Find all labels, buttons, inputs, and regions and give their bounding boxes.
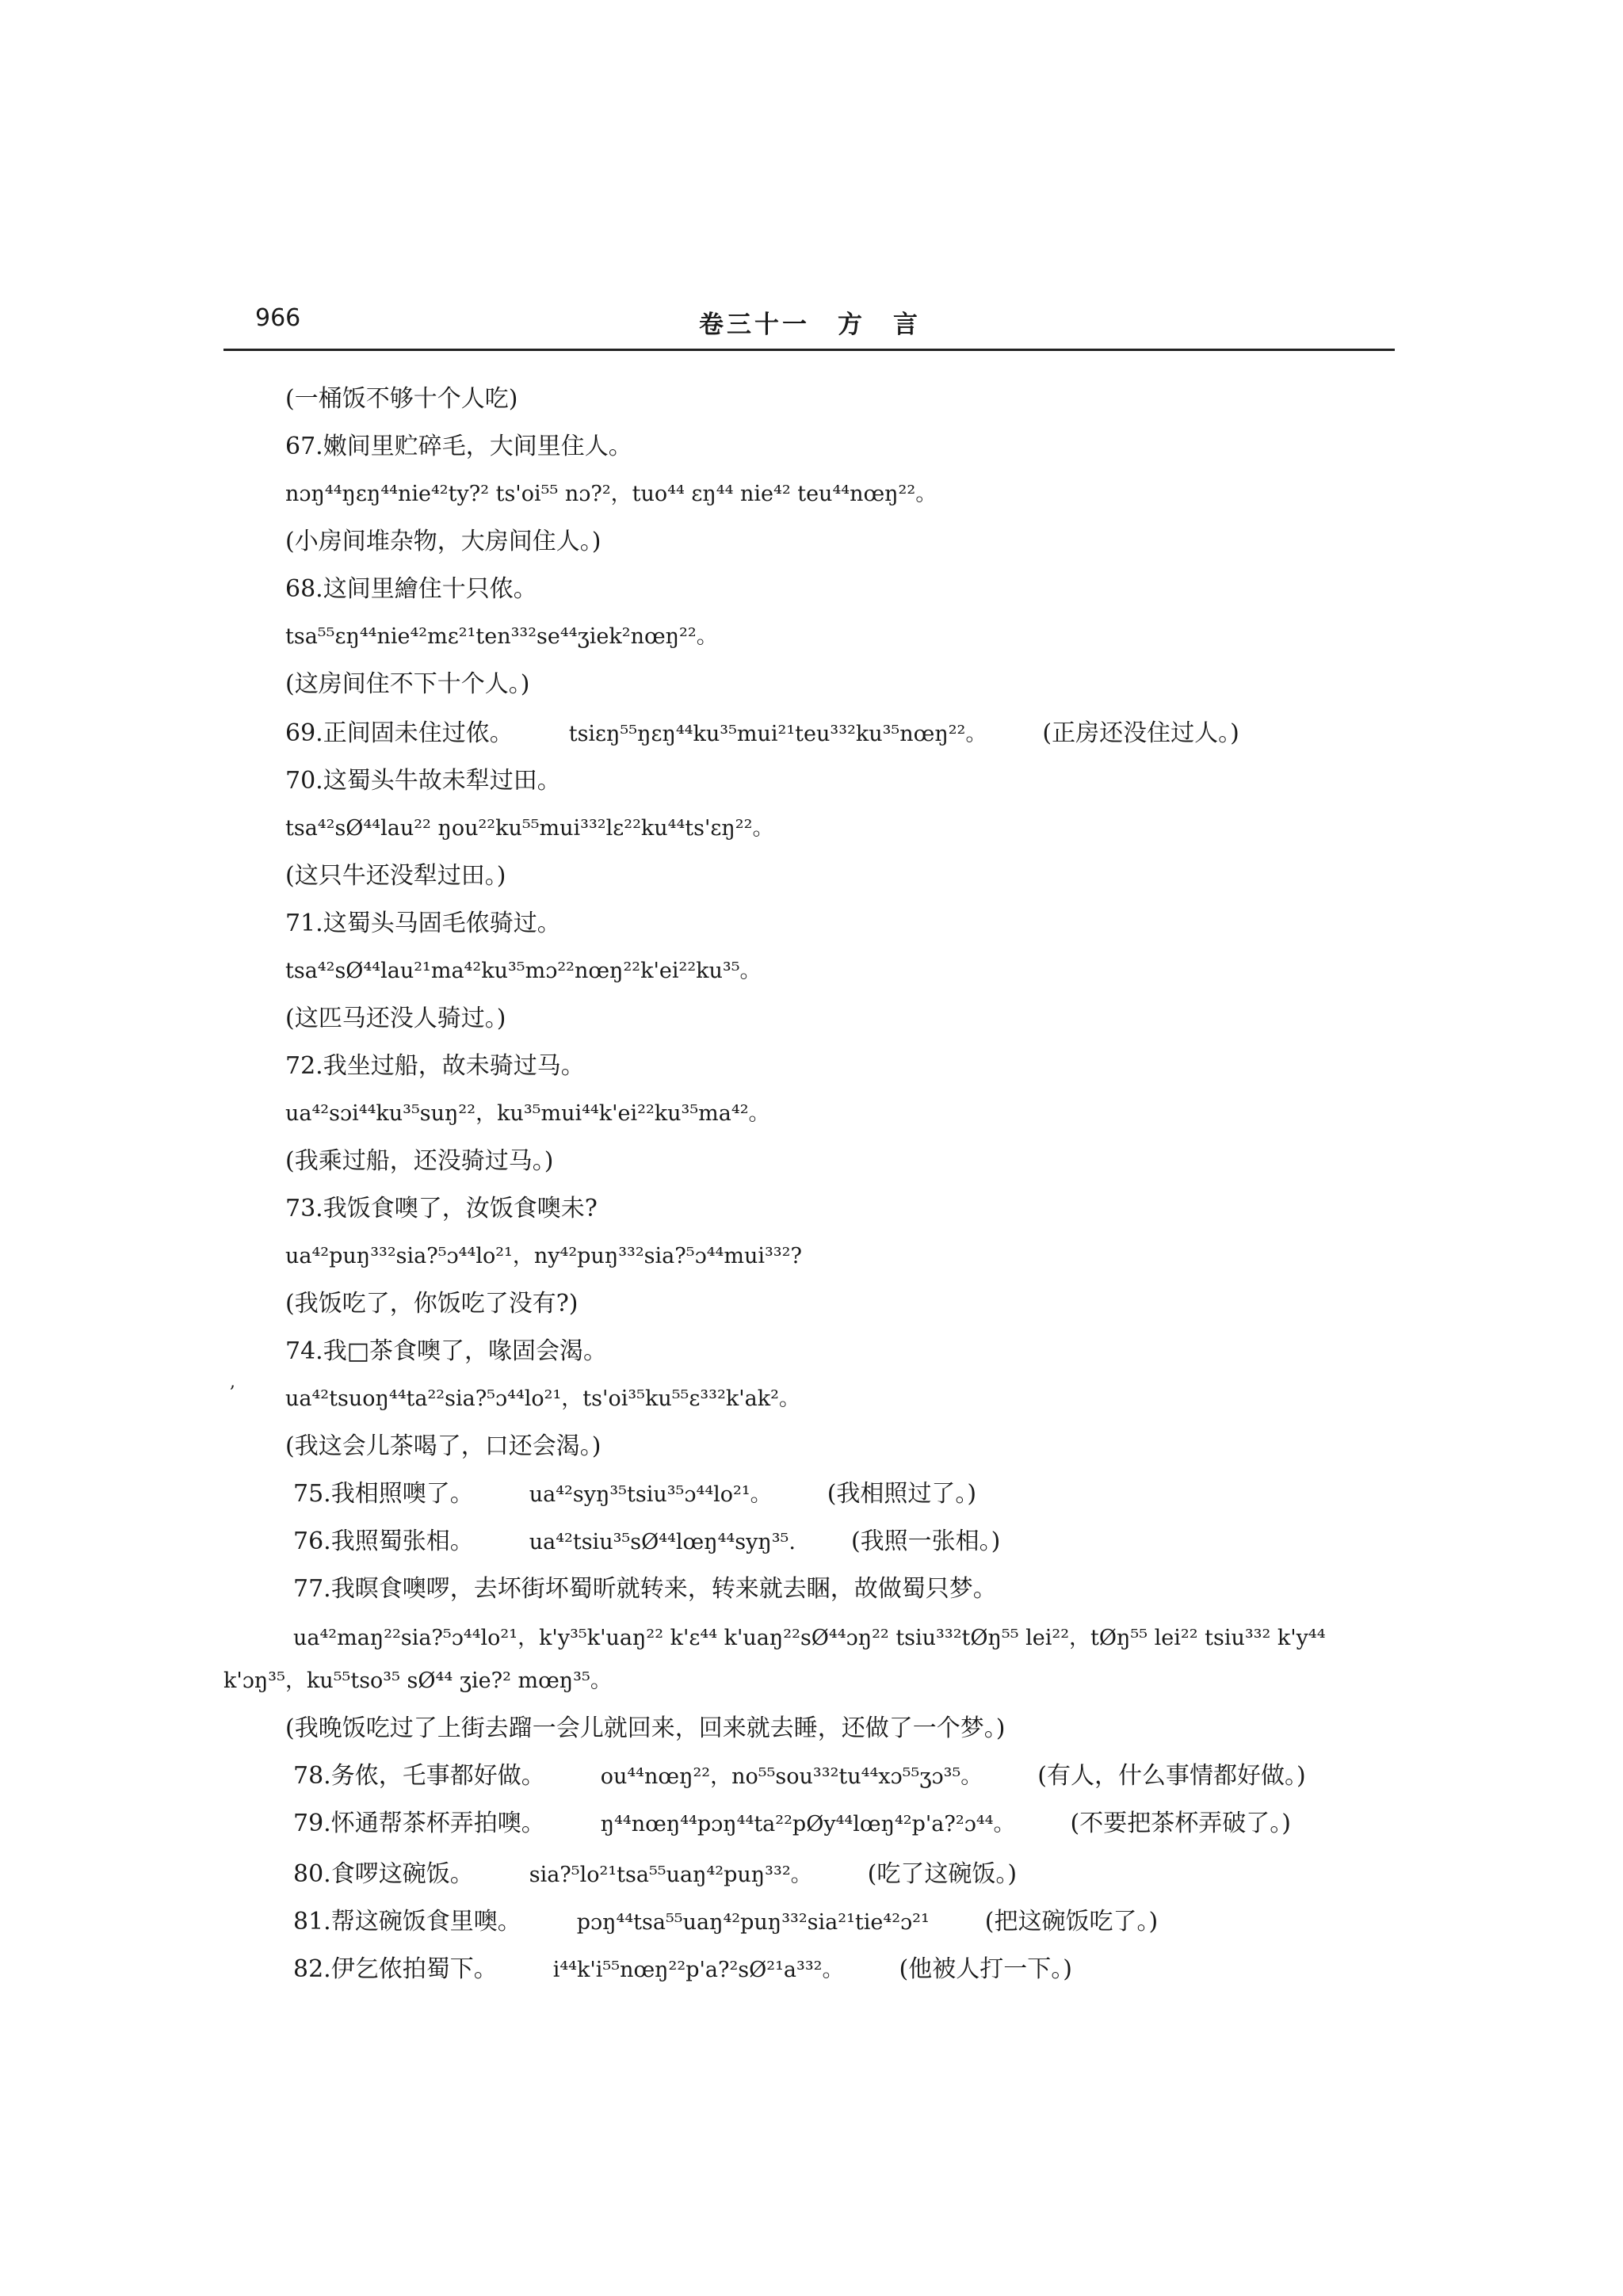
text-line: 71.这蜀头马固毛侬骑过。 (285, 910, 561, 937)
sentence: 76.我照蜀张相。 (293, 1527, 474, 1555)
text-line: 77.我暝食噢啰，去坏街坏蜀昕就转来，转来就去睏，故做蜀只梦。 (293, 1575, 997, 1603)
text-line (293, 1478, 976, 1511)
ipa-line: ua⁴²maŋ²²sia?⁵ɔ⁴⁴lo²¹，k'y³⁵k'uaŋ²² k'ɛ⁴⁴ k'uaŋ²²sØ⁴⁴ɔŋ²² tsiu³³²tØŋ⁵⁵ lei²²，tØŋ⁵⁵ lei²² tsiu³³² k'y⁴⁴ (293, 1626, 1326, 1650)
ipa: tsiɛŋ⁵⁵ŋɛŋ⁴⁴ku³⁵mui²¹teu³³²ku³⁵nœŋ²²。 (568, 722, 987, 746)
ipa-line: nɔŋ⁴⁴ŋɛŋ⁴⁴nie⁴²ty?² ts'oi⁵⁵ nɔ?²，tuo⁴⁴ ɛŋ⁴⁴ nie⁴² teu⁴⁴nœŋ²²。 (285, 482, 938, 506)
gloss: (我相照过了。) (827, 1480, 977, 1508)
gloss-line: (我这会儿茶喝了，口还会渴。) (285, 1432, 601, 1460)
text-line (293, 1808, 1291, 1840)
text-line: 74.我□茶食噢了，喙固会渴。 (285, 1337, 608, 1365)
gloss-line: (小房间堆杂物，大房间住人。) (285, 528, 601, 555)
ipa-line: tsa⁵⁵ɛŋ⁴⁴nie⁴²mɛ²¹ten³³²se⁴⁴ʒiek²nœŋ²²。 (285, 624, 718, 649)
gloss: (吃了这碗饭。) (867, 1860, 1018, 1888)
gloss-line: (我晚饭吃过了上街去蹓一会儿就回来，回来就去睡，还做了一个梦。) (285, 1714, 1006, 1742)
ipa: sia?⁵lo²¹tsa⁵⁵uaŋ⁴²puŋ³³²。 (529, 1863, 812, 1887)
gloss-line: (这匹马还没人骑过。) (285, 1005, 506, 1032)
ipa: ŋ⁴⁴nœŋ⁴⁴pɔŋ⁴⁴ta²²pØy⁴⁴lœŋ⁴²p'a?²ɔ⁴⁴。 (600, 1812, 1015, 1836)
running-head: 卷三十一 方 言 (699, 311, 921, 339)
sentence: 81.帮这碗饭食里噢。 (293, 1908, 521, 1936)
ipa: ua⁴²tsiu³⁵sØ⁴⁴lœŋ⁴⁴syŋ³⁵. (529, 1530, 796, 1554)
text-line: (一桶饭不够十个人吃) (285, 385, 518, 413)
ipa-line: ua⁴²tsuoŋ⁴⁴ta²²sia?⁵ɔ⁴⁴lo²¹，ts'oi³⁵ku⁵⁵ɛ³³²k'ak²。 (285, 1386, 800, 1411)
gloss: (把这碗饭吃了。) (984, 1908, 1159, 1936)
text-line (293, 1859, 1017, 1891)
page-header (223, 304, 1395, 349)
ipa-line: k'ɔŋ³⁵，ku⁵⁵tso³⁵ sØ⁴⁴ ʒie?² mœŋ³⁵。 (223, 1669, 612, 1693)
gloss: (不要把茶杯弄破了。) (1070, 1810, 1291, 1837)
ipa: pɔŋ⁴⁴tsa⁵⁵uaŋ⁴²puŋ³³²sia²¹tie⁴²ɔ²¹ (576, 1910, 930, 1935)
text-line: 68.这间里繪住十只侬。 (285, 575, 537, 603)
ipa: i⁴⁴k'i⁵⁵nœŋ²²p'a?²sØ²¹a³³²。 (552, 1958, 844, 1982)
ipa: ua⁴²syŋ³⁵tsiu³⁵ɔ⁴⁴lo²¹。 (529, 1482, 772, 1507)
stray-mark: , (230, 1372, 235, 1392)
gloss-line: (这只牛还没犁过田。) (285, 862, 506, 890)
text-line (293, 1760, 1306, 1793)
gloss: (正房还没住过人。) (1042, 719, 1239, 747)
text-line: 67.嫩间里贮碎毛，大间里住人。 (285, 433, 632, 460)
gloss: (有人，什么事情都好做。) (1037, 1762, 1306, 1790)
ipa: ou⁴⁴nœŋ²²，no⁵⁵sou³³²tu⁴⁴xɔ⁵⁵ʒɔ³⁵。 (600, 1764, 983, 1789)
ipa-line: ua⁴²puŋ³³²sia?⁵ɔ⁴⁴lo²¹，ny⁴²puŋ³³²sia?⁵ɔ⁴⁴mui³³²? (285, 1244, 802, 1268)
sentence: 80.食啰这碗饭。 (293, 1860, 474, 1888)
sentence: 75.我相照噢了。 (293, 1480, 474, 1508)
sentence: 79.怀通帮茶杯弄拍噢。 (293, 1810, 545, 1837)
page-number: 966 (255, 304, 301, 332)
sentence: 82.伊乞侬拍蜀下。 (293, 1955, 498, 1983)
header-rule (223, 349, 1395, 351)
ipa-line: tsa⁴²sØ⁴⁴lau²² ŋou²²ku⁵⁵mui³³²lɛ²²ku⁴⁴ts'ɛŋ²²。 (285, 816, 774, 841)
text-line: 72.我坐过船，故未骑过马。 (285, 1052, 585, 1080)
gloss-line: (我乘过船，还没骑过马。) (285, 1147, 554, 1175)
text-line (285, 718, 1239, 750)
text-line: 73.我饭食噢了，汝饭食噢未? (285, 1195, 598, 1222)
text-line (293, 1906, 1158, 1939)
gloss-line: (这房间住不下十个人。) (285, 670, 530, 698)
gloss-line: (我饭吃了，你饭吃了没有?) (285, 1290, 579, 1318)
sentence: 78.务侬，乇事都好做。 (293, 1762, 545, 1790)
text-line (293, 1954, 1072, 1986)
text-line (293, 1526, 1000, 1558)
ipa-line: ua⁴²sɔi⁴⁴ku³⁵suŋ²²，ku³⁵mui⁴⁴k'ei²²ku³⁵ma⁴²。 (285, 1101, 770, 1126)
gloss: (他被人打一下。) (899, 1955, 1072, 1983)
sentence: 69.正间固未住过侬。 (285, 719, 514, 747)
ipa-line: tsa⁴²sØ⁴⁴lau²¹ma⁴²ku³⁵mɔ²²nœŋ²²k'ei²²ku³⁵。 (285, 959, 762, 983)
gloss: (我照一张相。) (850, 1527, 1001, 1555)
text-line: 70.这蜀头牛故未犁过田。 (285, 767, 561, 795)
